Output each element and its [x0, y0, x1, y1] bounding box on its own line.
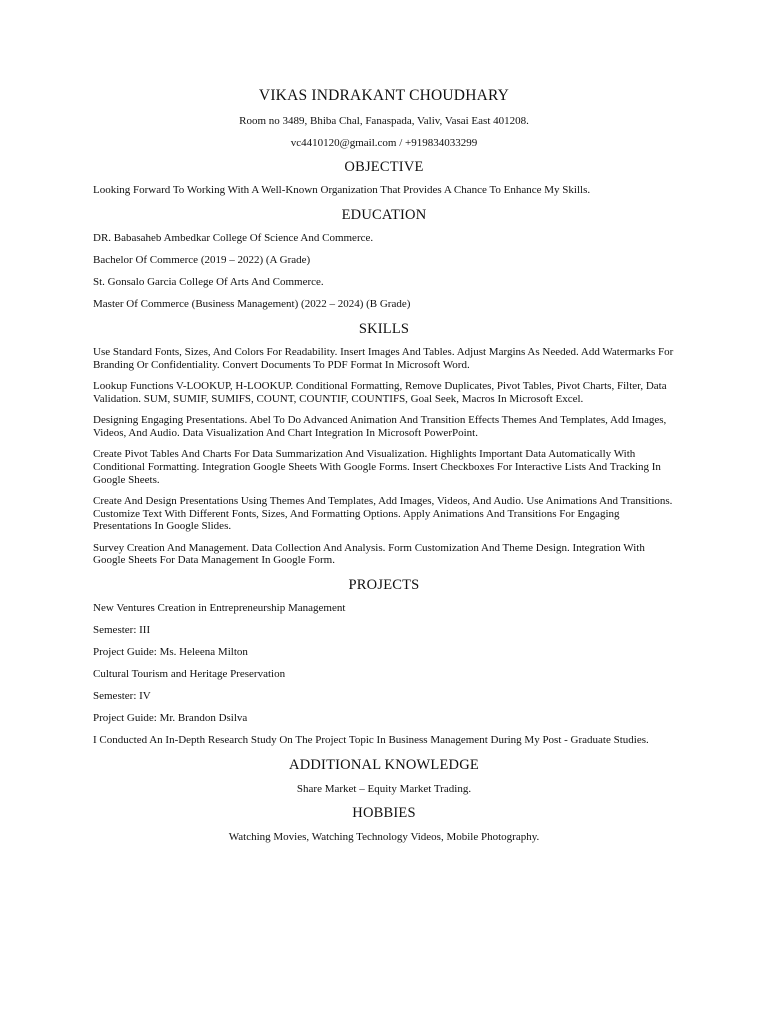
education-heading: EDUCATION [341, 207, 427, 224]
hobbies-heading: HOBBIES [352, 804, 416, 821]
projects-heading: PROJECTS [348, 576, 420, 593]
additional-knowledge-heading: ADDITIONAL KNOWLEDGE [289, 756, 479, 773]
skill-item: Create Pivot Tables And Charts For Data Summarization And Visualization. Highlights Important Data Automatically With Conditional Formatting. Integration Google Sheets With Google Forms. Insert Checkboxes For Interactive Lists And Tracking In Google Sheets. [93, 448, 661, 486]
contact-line: vc4410120@gmail.com / +919834033299 [290, 137, 478, 149]
candidate-name: VIKAS INDRAKANT CHOUDHARY [258, 87, 510, 104]
skill-item: Lookup Functions V-LOOKUP, H-LOOKUP. Conditional Formatting, Remove Duplicates, Pivot Tables, Pivot Charts, Filter, Data Validation. SUM, SUMIF, SUMIFS, COUNT, COUNTIF, COUNTIFS, Goal Seek, Macros In Microsoft Excel. [93, 380, 667, 406]
education-line: St. Gonsalo Garcia College Of Arts And Commerce. [93, 276, 324, 289]
objective-heading: OBJECTIVE [344, 159, 424, 175]
additional-knowledge-text: Share Market – Equity Market Trading. [296, 782, 472, 795]
project-line: Project Guide: Mr. Brandon Dsilva [93, 712, 248, 725]
education-line: Master Of Commerce (Business Management) (2022 – 2024) (B Grade) [93, 298, 411, 311]
project-line: I Conducted An In-Depth Research Study On The Project Topic In Business Management During My Post - Graduate Studies. [93, 734, 649, 747]
address-line: Room no 3489, Bhiba Chal, Fanaspada, Valiv, Vasai East 401208. [239, 115, 529, 127]
skill-item: Survey Creation And Management. Data Collection And Analysis. Form Customization And Theme Design. Integration With Google Sheets For Data Management In Google Form. [93, 541, 645, 567]
skill-item: Designing Engaging Presentations. Abel To Do Advanced Animation And Transition Effects Themes And Templates, Add Images, Videos, And Audio. Data Visualization And Chart Integration In Microsoft PowerPoint. [93, 414, 667, 440]
skill-item: Create And Design Presentations Using Themes And Templates, Add Images, Videos, And Audio. Use Animations And Transitions. Customize Text With Different Fonts, Sizes, And Formatting Options. Apply Animations And Transitions For Engaging Presentations In Google Slides. [93, 495, 673, 533]
objective-text: Looking Forward To Working With A Well-Known Organization That Provides A Chance To Enhance My Skills. [93, 184, 591, 196]
project-line: Project Guide: Ms. Heleena Milton [93, 645, 248, 658]
project-line: New Ventures Creation in Entrepreneurship Management [93, 601, 346, 614]
project-line: Semester: III [93, 623, 151, 636]
project-line: Semester: IV [93, 689, 151, 702]
project-line: Cultural Tourism and Heritage Preservation [93, 667, 286, 680]
skill-item: Use Standard Fonts, Sizes, And Colors For Readability. Insert Images And Tables. Adjust Margins As Needed. Add Watermarks For Branding Or Confidentiality. Convert Documents To PDF Format In Microsoft Word. [93, 346, 674, 372]
hobbies-text: Watching Movies, Watching Technology Videos, Mobile Photography. [228, 830, 540, 843]
education-line: DR. Babasaheb Ambedkar College Of Science And Commerce. [93, 232, 374, 245]
education-line: Bachelor Of Commerce (2019 – 2022) (A Grade) [93, 254, 311, 267]
skills-heading: SKILLS [358, 321, 410, 338]
